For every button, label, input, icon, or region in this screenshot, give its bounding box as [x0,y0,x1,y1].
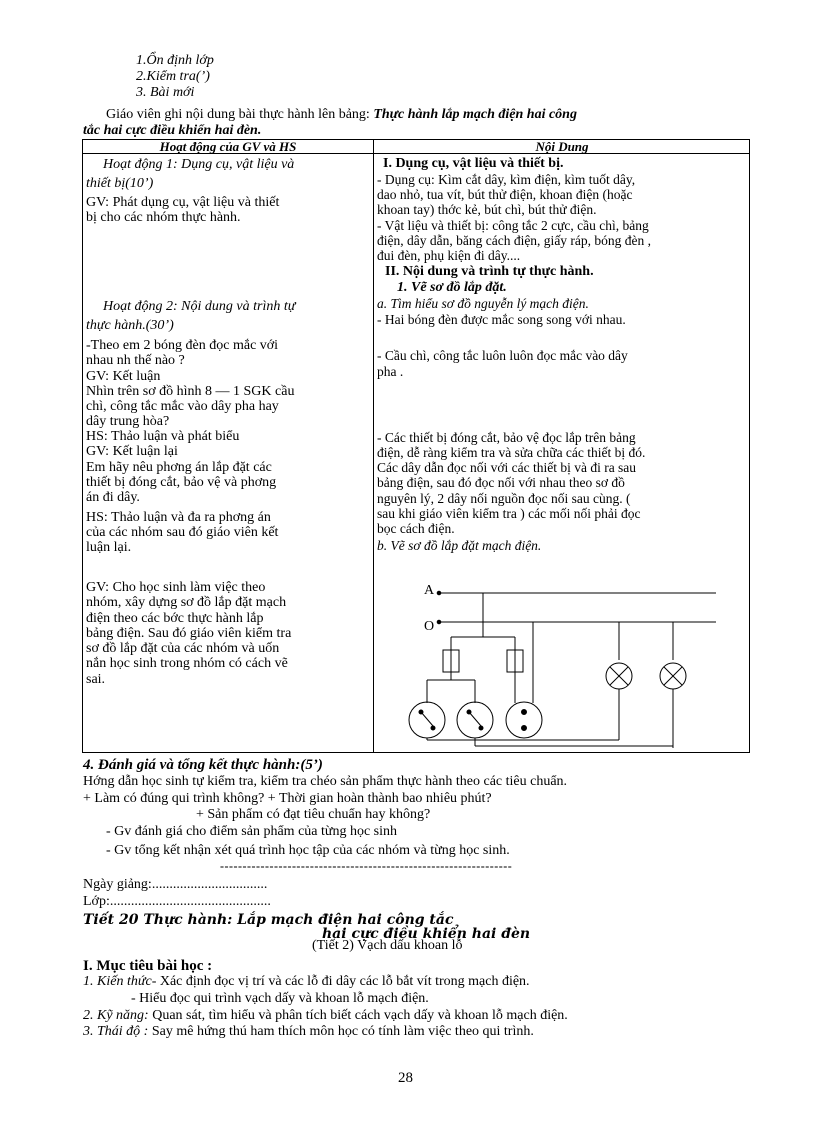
ky-nang-label: 2. Kỹ năng: [83,1008,149,1023]
right-line: khoan tay) thớc kẻ, bút chì, bút thử điện. [377,202,597,217]
left-line: nhóm, xây dựng sơ đồ lắp đặt mạch [86,595,287,610]
section-4-title: 4. Đánh giá và tổng kết thực hành:(5’) [83,757,323,773]
right-heading-3: 1. Vẽ sơ đồ lắp đặt. [397,280,507,295]
lesson-title-part2: tắc hai cực điều khiển hai đèn. [83,123,262,138]
intro-item-1: 1.Ổn định lớp [136,53,214,68]
ky-nang-text: Quan sát, tìm hiểu và phân tích biết cách vạch dấy và khoan lỗ mạch điện. [148,1008,568,1023]
right-line: b. Vẽ sơ đồ lắp đặt mạch điện. [377,538,542,553]
left-line: luận lại. [86,540,132,555]
left-line: GV: Cho học sinh làm việc theo [86,580,266,595]
left-line: GV: Phát dụng cụ, vật liệu và thiết [86,195,280,210]
left-line: GV: Kết luận lại [86,444,178,459]
left-line: án đi dây. [86,490,140,505]
divider: ----------------------------------------------------------------- [220,859,513,873]
header-left: Hoạt động của GV và HS [159,139,297,154]
left-line: bảng điện. Sau đó giáo viên kiểm tra [86,626,292,641]
activity-table [82,139,750,753]
left-line: sơ đồ lắp đặt của các nhóm và uốn [86,641,280,656]
ngay-giang: Ngày giảng:................................. [83,877,268,892]
lop: Lớp:.............................................. [83,894,271,909]
right-line: điện, dễ ràng kiểm tra và sửa chữa các thiết bị đó. [377,445,646,460]
lesson-title-part1: Thực hành lắp mạch điện hai công [373,107,577,122]
left-line: nhau nh thế nào ? [86,353,185,368]
tiet-title: Tiết 20 Thực hành: Lắp mạch điện hai công tắc [83,912,454,928]
left-line: Hoạt động 1: Dụng cụ, vật liệu và [103,157,295,172]
kien-thuc-2: - Hiểu đọc qui trình vạch dấy và khoan lỗ mạch điện. [131,991,429,1006]
muc-tieu-heading: I. Mục tiêu bài học : [83,958,213,974]
right-line: a. Tìm hiểu sơ đồ nguyễn lý mạch điện. [377,296,589,311]
left-line: GV: Kết luận [86,369,161,384]
thai-do-label: 3. Thái độ : [83,1024,149,1039]
terminal-o [437,620,441,624]
thai-do [83,1024,534,1040]
kien-thuc-label: 1. Kiến thức [83,974,152,989]
section-4-line: - Gv tổng kết nhận xét quá trình học tập của các nhóm và từng học sinh. [106,843,510,858]
page-number: 28 [398,1070,413,1086]
kien-thuc-text: - Xác định đọc vị trí và các lỗ đi dây các lỗ bắt vít trong mạch điện. [151,974,530,989]
teacher-line-text: Giáo viên ghi nội dung bài thực hành lên bảng: [106,107,374,122]
left-line: thực hành.(30’) [86,318,174,333]
kien-thuc [83,974,530,990]
right-line: - Hai bóng đèn được mắc song song với nhau. [377,312,626,327]
right-line: đui đèn, phụ kiện đi dây.... [377,248,521,263]
right-line: Các dây dẫn đọc nối với các thiết bị và đi ra sau [377,460,637,475]
switch-2 [457,702,493,738]
header-right: Nội Dung [535,139,589,154]
teacher-line [106,107,577,123]
right-line: dao nhỏ, tua vít, bút thử điện, khoan điện (hoặc [377,187,633,202]
thai-do-text: Say mê hứng thú ham thích môn học có tính làm việc theo qui trình. [148,1024,534,1039]
left-line: của các nhóm sau đó giáo viên kết [86,525,279,540]
intro-item-3: 3. Bài mới [136,85,195,100]
right-line: - Cầu chì, công tắc luôn luôn đọc mắc vào dây [377,348,628,363]
left-line: Em hãy nêu phơng án lắp đặt các [86,460,272,475]
right-line: pha . [377,364,404,379]
right-line: bảng điện, sau đó đọc nối với nhau theo sơ đồ [377,475,625,490]
left-line: bị cho các nhóm thực hành. [86,210,241,225]
section-4-line: + Sản phẩm có đạt tiêu chuẩn hay không? [196,807,431,822]
diagram-label-o: O [424,619,435,634]
tiet-title-2: hai cực điều khiển hai đèn [322,926,531,942]
section-4-line: + Làm có đúng qui trình không? + Thời gian hoàn thành bao nhiêu phút? [83,791,492,806]
left-line: -Theo em 2 bóng đèn đọc mắc với [86,338,279,353]
left-line: HS: Thảo luận và phát biểu [86,429,240,444]
left-line: chì, công tắc mắc vào dây pha hay [86,399,279,414]
diagram-label-a: A [424,583,435,598]
tiet-subtitle: (Tiết 2) Vạch dấu khoan lỗ [312,938,463,953]
right-line: - Các thiết bị đóng cắt, bảo vệ đọc lắp trên bảng [377,430,636,445]
left-line: Nhìn trên sơ đồ hình 8 — 1 SGK cầu [86,384,295,399]
left-line: điện theo các bớc thực hành lắp [86,611,264,626]
socket [506,702,542,738]
right-line: - Dụng cụ: Kìm cắt dây, kìm điện, kìm tuốt dây, [377,172,636,187]
ky-nang [83,1008,568,1024]
intro-item-2: 2.Kiểm tra(’) [136,69,210,84]
left-line: thiết bị(10’) [86,176,154,191]
right-line: điện, dây dẫn, băng cách điện, giấy ráp, bóng đèn , [377,233,652,248]
section-4-line: Hớng dẫn học sinh tự kiểm tra, kiểm tra chéo sản phẩm thực hành theo các tiêu chuẩn. [83,774,568,789]
left-line: thiết bị đóng cắt, bảo vệ và phơng [86,475,277,490]
switch-1 [409,702,445,738]
right-heading-2: II. Nội dung và trình tự thực hành. [385,264,594,279]
right-line: - Vật liệu và thiết bị: công tắc 2 cực, cầu chì, bảng [377,218,649,233]
right-line: bọc cách điện. [377,521,455,536]
left-line: sai. [86,672,106,687]
section-4-line: - Gv đánh giá cho điểm sản phẩm của từng học sinh [106,824,398,839]
wiring-diagram [383,580,743,752]
left-line: Hoạt động 2: Nội dung và trình tự [103,299,296,314]
left-line: nắn học sinh trong nhóm có cách vẽ [86,656,288,671]
right-line: sau khi giáo viên kiểm tra ) các mối nối phải đọc [377,506,641,521]
left-line: HS: Thảo luận và đa ra phơng án [86,510,271,525]
right-heading-1: I. Dụng cụ, vật liệu và thiết bị. [383,156,564,171]
terminal-a [437,591,441,595]
left-line: dây trung hòa? [86,414,170,429]
right-line: nguyên lý, 2 dây nối nguồn đọc nối sau cùng. ( [377,491,631,506]
